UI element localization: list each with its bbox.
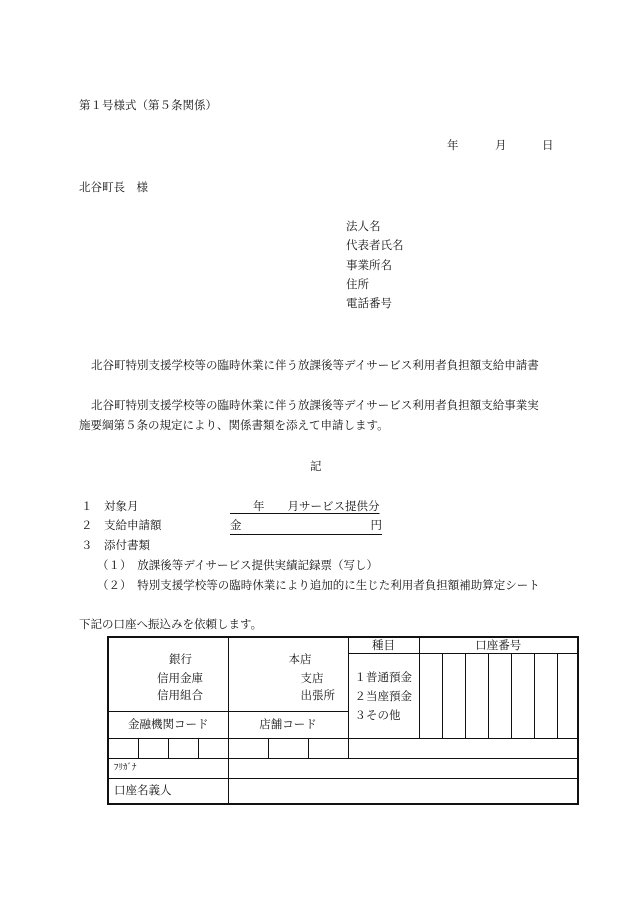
header-kikan-code: 金融機関コード — [108, 712, 228, 738]
bank-account-table — [107, 636, 579, 805]
bank-code-digit-4[interactable] — [198, 738, 228, 758]
item3-label: 添付書類 — [104, 538, 150, 552]
header-tenpo-code: 店舗コード — [228, 712, 348, 738]
date-month: 月 — [495, 138, 507, 152]
account-type-cell[interactable] — [348, 653, 419, 738]
item1-number: １ — [81, 499, 93, 513]
bank-code-digit-2[interactable] — [138, 738, 168, 758]
body-line-2: 施要綱第５条の規定により、関係書類を添えて申請します。 — [79, 418, 389, 432]
furigana-input[interactable] — [228, 758, 578, 778]
account-digit-7[interactable] — [557, 653, 578, 738]
item2-label: 支給申請額 — [104, 518, 162, 532]
document-title: 北谷町特別支援学校等の臨時休業に伴う放課後等デイサービス利用者負担額支給申請書 — [91, 358, 539, 372]
option-toza[interactable]: ２当座預金 — [354, 688, 413, 703]
account-digit-1[interactable] — [419, 653, 442, 738]
attachment-1: （１） 放課後等デイサービス提供実績記録票（写し） — [97, 558, 378, 572]
option-sonota[interactable]: ３その他 — [354, 707, 401, 722]
item2-yen: 円 — [370, 518, 382, 532]
attachment-2: （２） 特別支援学校等の臨時休業により追加的に生じた利用者負担額補助算定シート — [97, 578, 540, 592]
label-shucchojo: 出張所 — [300, 687, 335, 702]
branch-name-cell[interactable] — [228, 637, 348, 712]
label-honten: 本店 — [288, 651, 312, 666]
label-furigana: ﾌﾘｶﾞﾅ — [108, 758, 228, 778]
branch-code-digit-3[interactable] — [308, 738, 348, 758]
field-phone: 電話番号 — [346, 296, 392, 310]
date-day: 日 — [542, 138, 554, 152]
field-address: 住所 — [346, 277, 369, 291]
date-year: 年 — [447, 138, 459, 152]
field-corp-name: 法人名 — [346, 219, 381, 233]
item3-number: ３ — [81, 538, 93, 552]
item2-value — [230, 520, 382, 535]
item1-label: 対象月 — [104, 499, 139, 513]
account-digit-4[interactable] — [488, 653, 511, 738]
item2-kin: 金 — [230, 518, 242, 532]
item1-value: 年 月サービス提供分 — [230, 499, 380, 513]
label-kumiai: 信用組合 — [157, 687, 203, 702]
bank-code-digit-1[interactable] — [108, 738, 138, 758]
branch-code-digit-2[interactable] — [268, 738, 308, 758]
label-shinkin: 信用金庫 — [157, 670, 203, 685]
label-meigi: 口座名義人 — [108, 778, 228, 804]
label-bank: 銀行 — [169, 651, 192, 666]
item2-number: ２ — [81, 518, 93, 532]
form-number: 第１号様式（第５条関係） — [79, 98, 217, 112]
field-rep-name: 代表者氏名 — [346, 238, 404, 252]
header-shumoku: 種目 — [348, 637, 419, 653]
bank-code-digit-3[interactable] — [168, 738, 198, 758]
header-koza-bango: 口座番号 — [419, 637, 578, 653]
branch-code-digit-1[interactable] — [228, 738, 268, 758]
account-holder-input[interactable] — [228, 778, 578, 804]
option-futsu[interactable]: １普通預金 — [354, 669, 413, 684]
bank-name-cell[interactable] — [108, 637, 228, 712]
addressee: 北谷町長 様 — [79, 180, 148, 194]
account-digit-3[interactable] — [465, 653, 488, 738]
account-digit-6[interactable] — [534, 653, 557, 738]
body-line-1: 北谷町特別支援学校等の臨時休業に伴う放課後等デイサービス利用者負担額支給事業実 — [91, 398, 539, 412]
ki-heading: 記 — [310, 459, 322, 473]
account-digit-2[interactable] — [442, 653, 465, 738]
account-digit-5[interactable] — [511, 653, 534, 738]
label-shiten: 支店 — [300, 670, 324, 685]
bank-request: 下記の口座へ振込みを依頼します。 — [79, 617, 263, 631]
field-office-name: 事業所名 — [346, 258, 392, 272]
